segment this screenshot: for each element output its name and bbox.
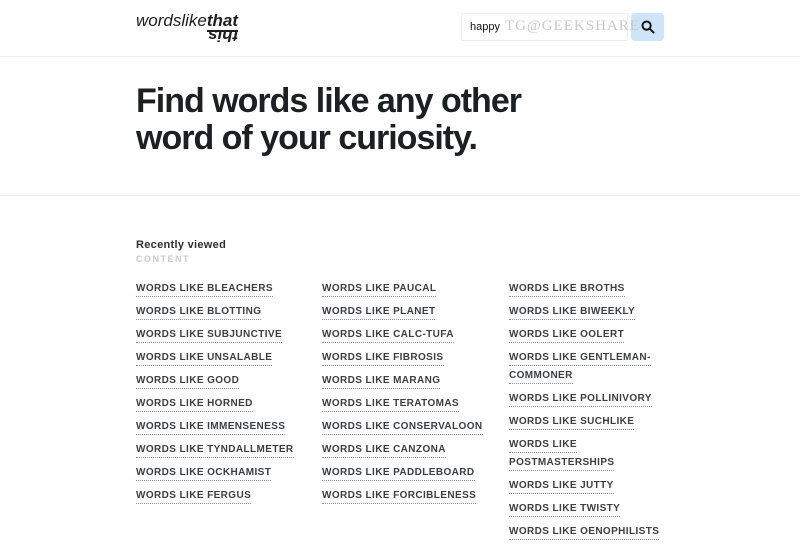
site-logo[interactable] — [136, 11, 239, 45]
word-link[interactable]: WORDS LIKE BIWEEKLY — [509, 306, 635, 320]
recently-viewed-title: Recently viewed — [136, 239, 227, 251]
word-link[interactable]: WORDS LIKE GENTLEMAN-COMMONER — [509, 352, 651, 384]
link-row — [136, 347, 322, 365]
word-link[interactable]: WORDS LIKE TWISTY — [509, 503, 620, 517]
hero-section — [0, 57, 800, 196]
word-link[interactable]: WORDS LIKE SUBJUNCTIVE — [136, 329, 282, 343]
links-column-3 — [509, 278, 665, 544]
word-link[interactable]: WORDS LIKE PAUCAL — [322, 283, 436, 297]
word-link[interactable]: WORDS LIKE PLANET — [322, 306, 435, 320]
word-link[interactable]: WORDS LIKE POLLINIVORY — [509, 393, 652, 407]
word-link[interactable]: WORDS LIKE UNSALABLE — [136, 352, 272, 366]
link-row — [322, 439, 509, 457]
page-title: Find words like any other word of your curiosity. — [136, 82, 521, 157]
recent-links-grid — [136, 278, 664, 544]
search-icon — [641, 20, 655, 34]
link-row — [136, 324, 322, 342]
word-link[interactable]: WORDS LIKE POSTMASTERSHIPS — [509, 439, 614, 471]
top-header — [0, 0, 800, 57]
word-link[interactable]: WORDS LIKE TYNDALLMETER — [136, 444, 294, 458]
link-row — [136, 278, 322, 296]
link-row — [509, 521, 665, 539]
word-link[interactable]: WORDS LIKE SUCHLIKE — [509, 416, 634, 430]
word-link[interactable]: WORDS LIKE FORCIBLENESS — [322, 490, 476, 504]
link-row — [322, 462, 509, 480]
links-column-2 — [322, 278, 509, 508]
word-link[interactable]: WORDS LIKE TERATOMAS — [322, 398, 459, 412]
word-link[interactable]: WORDS LIKE HORNED — [136, 398, 253, 412]
search-area — [461, 13, 664, 41]
link-row — [322, 324, 509, 342]
word-link[interactable]: WORDS LIKE CANZONA — [322, 444, 446, 458]
link-row — [322, 370, 509, 388]
link-row — [509, 347, 665, 383]
word-link[interactable]: WORDS LIKE FERGUS — [136, 490, 251, 504]
link-row — [136, 462, 322, 480]
word-link[interactable]: WORDS LIKE BLOTTING — [136, 306, 261, 320]
link-row — [136, 393, 322, 411]
word-link[interactable]: WORDS LIKE OENOPHILISTS — [509, 526, 659, 540]
recently-viewed-subtitle: CONTENT — [136, 254, 190, 264]
word-link[interactable]: WORDS LIKE PADDLEBOARD — [322, 467, 475, 481]
word-link[interactable]: WORDS LIKE CALC-TUFA — [322, 329, 454, 343]
links-column-1 — [136, 278, 322, 508]
link-row — [322, 278, 509, 296]
link-row — [136, 416, 322, 434]
word-link[interactable]: WORDS LIKE FIBROSIS — [322, 352, 444, 366]
link-row — [322, 416, 509, 434]
link-row — [136, 485, 322, 503]
recently-viewed-section — [0, 196, 800, 544]
watermark-text: TG@GEEKSHARE — [505, 18, 640, 34]
link-row — [136, 439, 322, 457]
link-row — [509, 411, 665, 429]
word-link[interactable]: WORDS LIKE OOLERT — [509, 329, 624, 343]
link-row — [136, 370, 322, 388]
link-row — [509, 475, 665, 493]
link-row — [322, 393, 509, 411]
word-link[interactable]: WORDS LIKE CONSERVALOON — [322, 421, 483, 435]
search-button[interactable] — [631, 13, 664, 41]
link-row — [509, 278, 665, 296]
logo-text-this-flipped: this — [207, 26, 239, 45]
link-row — [509, 434, 665, 470]
link-row — [509, 498, 665, 516]
logo-text-wordslike: wordslike — [136, 11, 207, 30]
search-input[interactable] — [461, 13, 628, 41]
word-link[interactable]: WORDS LIKE IMMENSENESS — [136, 421, 285, 435]
word-link[interactable]: WORDS LIKE BROTHS — [509, 283, 625, 297]
link-row — [509, 388, 665, 406]
link-row — [509, 301, 665, 319]
link-row — [322, 347, 509, 365]
word-link[interactable]: WORDS LIKE JUTTY — [509, 480, 614, 494]
word-link[interactable]: WORDS LIKE GOOD — [136, 375, 239, 389]
link-row — [322, 485, 509, 503]
link-row — [322, 301, 509, 319]
link-row — [136, 301, 322, 319]
word-link[interactable]: WORDS LIKE BLEACHERS — [136, 283, 273, 297]
logo-text-that: that — [206, 11, 239, 30]
word-link[interactable]: WORDS LIKE MARANG — [322, 375, 440, 389]
link-row — [509, 324, 665, 342]
word-link[interactable]: WORDS LIKE OCKHAMIST — [136, 467, 271, 481]
